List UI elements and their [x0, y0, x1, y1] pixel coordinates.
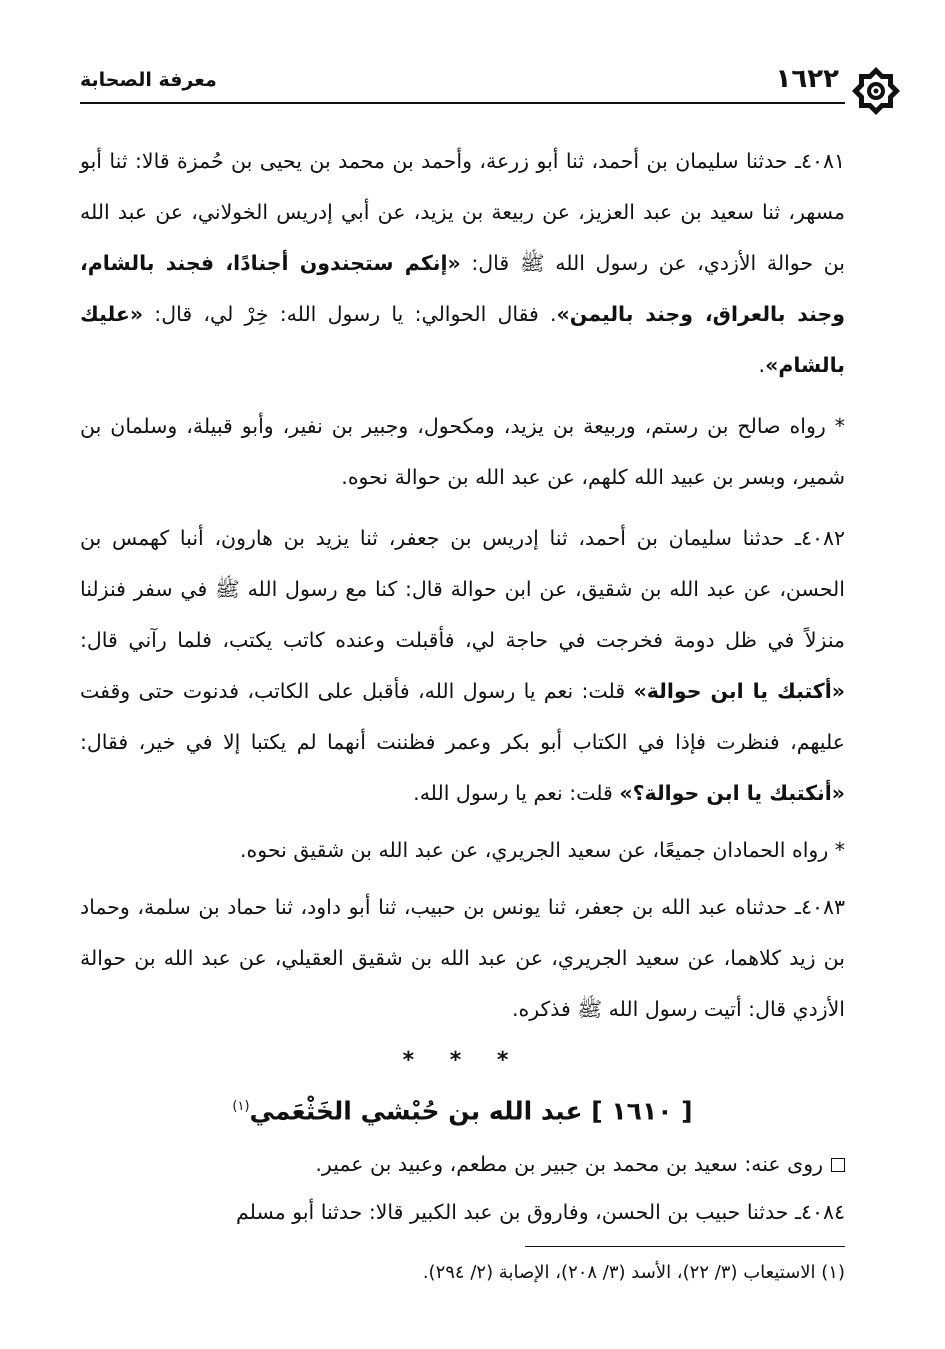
- section-separator: * * *: [402, 1048, 523, 1073]
- hadith-number: ٤٠٨١: [800, 149, 845, 173]
- octagram-ornament-icon: [849, 64, 903, 118]
- book-title: معرفة الصحابة: [80, 69, 217, 91]
- hadith-4084: [80, 1187, 845, 1238]
- hadith-text: .: [758, 353, 766, 377]
- hadith-text: . فقال الحوالي: يا رسول الله: خِرْ لي، قال:: [143, 302, 557, 326]
- hadith-4083: [80, 882, 845, 1035]
- prophetic-quote: «أكتبك يا ابن حوالة»: [633, 679, 846, 703]
- hadith-number: ٤٠٨٣: [800, 895, 845, 919]
- prophetic-quote: «عليك بالشام»: [80, 302, 845, 377]
- footnote-divider: [525, 1246, 845, 1247]
- footnote-ref: (١): [232, 1099, 250, 1114]
- hadith-text: ـ حدثنا سليمان بن أحمد، ثنا أبو زرعة، وأحمد بن محمد بن يحيى بن حُمزة قالا: ثنا أبو مسهر، ثنا سعيد بن عبد العزيز، عن ربيعة بن يزيد، عن أبي إدريس الخولاني، عن عبد الله بن حوالة الأزدي، عن رسول الله ﷺ قال:: [80, 149, 845, 275]
- narrators-text: روى عنه: سعيد بن محمد بن جبير بن مطعم، وعبيد بن عمير.: [315, 1152, 823, 1177]
- hadith-4082: [80, 513, 845, 819]
- square-bullet-icon: [831, 1158, 845, 1172]
- hadith-number: ٤٠٨٤: [800, 1200, 845, 1225]
- header-divider: [80, 102, 845, 104]
- narration-note: * رواه صالح بن رستم، وربيعة بن يزيد، ومكحول، وجبير بن نفير، وأبو قبيلة، وسلمان بن شمير، وبسر بن عبيد الله كلهم، عن عبد الله بن حوالة نحوه.: [80, 414, 845, 489]
- hadith-text: ـ حدثناه عبد الله بن جعفر، ثنا يونس بن حبيب، ثنا أبو داود، ثنا حماد بن سلمة، وحماد بن زيد كلاهما، عن سعيد الجريري، عن عبد الله بن شقيق العقيلي، عن عبد الله بن حوالة الأزدي قال: أتيت رسول الله ﷺ فذكره.: [80, 895, 845, 1021]
- page-header: [80, 58, 845, 110]
- hadith-4081: [80, 136, 845, 391]
- page-body: [80, 136, 845, 1238]
- hadith-text: ـ حدثنا حبيب بن الحسن، وفاروق بن عبد الكبير قالا: حدثنا أبو مسلم: [236, 1200, 801, 1225]
- footnote: (١) الاستيعاب (٣/ ٢٢)، الأسد (٣/ ٢٠٨)، الإصابة (٢/ ٢٩٤).: [422, 1262, 845, 1283]
- hadith-text: ـ حدثنا سليمان بن أحمد، ثنا إدريس بن جعفر، ثنا يزيد بن هارون، أنبا كهمس بن الحسن، عن عبد الله بن شقيق، عن ابن حوالة قال: كنا مع رسول الله ﷺ في سفر فنزلنا منزلاً في ظل دومة فخرجت في حاجة لي، فأقبلت وعنده كاتب يكتب، فلما رآني قال:: [80, 526, 845, 652]
- entry-title: [80, 1081, 845, 1137]
- hadith-text: قلت: نعم يا رسول الله، فأقبل على الكاتب، فدنوت حتى وقفت عليهم، فنظرت فإذا في الكتاب أبو بكر وعمر فظننت أنهما لم يكتبا إلا في خير، فقال:: [80, 679, 845, 754]
- prophetic-quote: «أنكتبك يا ابن حوالة؟»: [619, 781, 845, 805]
- prophetic-quote: «إنكم ستجندون أجنادًا، فجند بالشام، وجند بالعراق، وجند باليمن»: [80, 251, 845, 326]
- narration-note: * رواه الحمادان جميعًا، عن سعيد الجريري، عن عبد الله بن شقيق نحوه.: [240, 838, 845, 862]
- entry-title-text: [ ١٦١٠ ] عبد الله بن حُبْشي الخَثْعَمي: [249, 1096, 693, 1126]
- hadith-text: قلت: نعم يا رسول الله.: [413, 781, 620, 805]
- narrators-line: [80, 1141, 845, 1187]
- page-number: ١٦٢٢: [775, 64, 839, 94]
- hadith-number: ٤٠٨٢: [800, 526, 845, 550]
